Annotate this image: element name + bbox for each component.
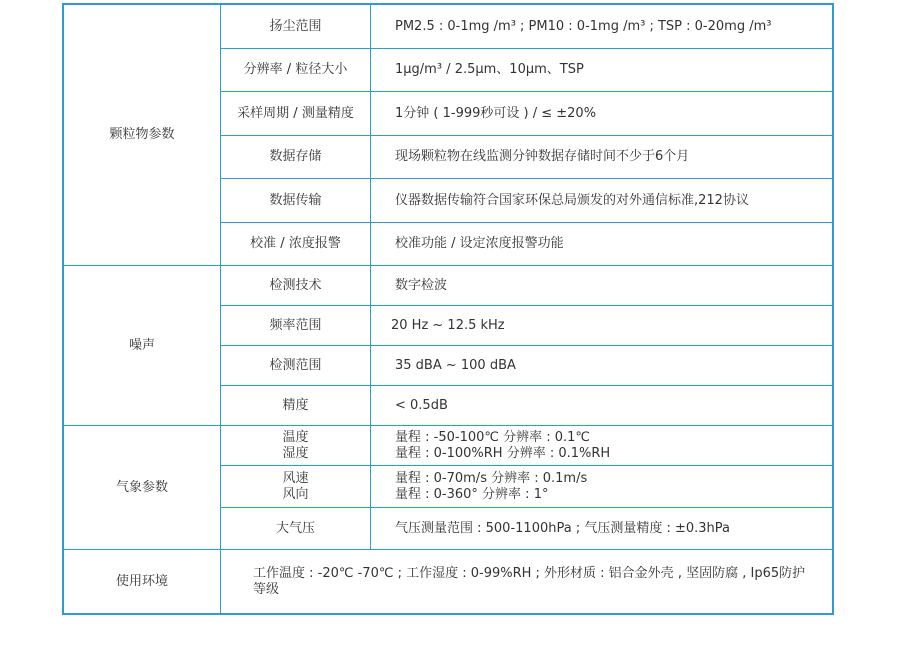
category-particulate: 颗粒物参数 — [109, 127, 175, 142]
value-text: 量程 : 0-100%RH 分辨率 : 0.1%RH — [395, 445, 611, 461]
param-label: 采样周期 / 测量精度 — [237, 105, 354, 121]
param-cell — [220, 222, 370, 265]
param-label: 检测范围 — [269, 357, 322, 373]
param-label: 精度 — [282, 397, 309, 413]
value-text: 工作温度 : -20℃ -70℃ ; 工作湿度 : 0-99%RH ; 外形材质 : 铝合金外壳 , 坚固防腐 , Ip65防护等级 — [253, 565, 806, 597]
environment-value — [220, 549, 832, 613]
category-noise: 噪声 — [64, 265, 220, 425]
value-cell — [370, 385, 832, 425]
value-text: 气压测量范围 : 500-1100hPa ; 气压测量精度 : ±0.3hPa — [395, 520, 731, 536]
param-cell — [220, 91, 370, 135]
param-cell — [220, 385, 370, 425]
param-label: 扬尘范围 — [269, 18, 322, 34]
param-label: 频率范围 — [269, 317, 322, 333]
value-cell — [370, 5, 832, 48]
param-cell — [220, 5, 370, 48]
value-cell — [370, 178, 832, 222]
param-cell — [220, 135, 370, 178]
value-text: 量程 : -50-100℃ 分辨率 : 0.1℃ — [395, 429, 591, 445]
value-text: 校准功能 / 设定浓度报警功能 — [395, 236, 564, 251]
param-label: 风速 — [282, 470, 309, 486]
value-text: < 0.5dB — [395, 397, 448, 413]
param-label: 温度 — [282, 429, 309, 445]
value-text: 量程 : 0-360° 分辨率 : 1° — [395, 486, 549, 502]
param-label: 数据传输 — [269, 192, 322, 208]
value-text: 20 Hz ~ 12.5 kHz — [391, 317, 505, 333]
param-label: 分辨率 / 粒径大小 — [243, 62, 348, 77]
param-label: 湿度 — [282, 445, 309, 461]
value-cell — [370, 425, 832, 465]
param-cell — [220, 507, 370, 549]
value-cell — [370, 345, 832, 385]
value-cell — [370, 305, 832, 345]
param-cell — [220, 178, 370, 222]
value-text: 1分钟 ( 1-999秒可设 ) / ≤ ±20% — [395, 105, 597, 121]
value-text: PM2.5 : 0-1mg /m³ ; PM10 : 0-1mg /m³ ; TSP : 0-20mg /m³ — [395, 18, 772, 34]
param-label: 检测技术 — [269, 277, 322, 293]
value-text: 量程 : 0-70m/s 分辨率 : 0.1m/s — [395, 470, 588, 486]
param-cell — [220, 48, 370, 91]
param-label: 校准 / 浓度报警 — [250, 236, 341, 251]
param-cell — [220, 265, 370, 305]
value-cell — [370, 48, 832, 91]
value-cell — [370, 222, 832, 265]
param-cell — [220, 465, 370, 507]
param-label: 数据存储 — [269, 149, 322, 164]
category-weather: 气象参数 — [64, 425, 220, 549]
value-text: 数字检波 — [395, 277, 448, 293]
value-text: 仪器数据传输符合国家环保总局颁发的对外通信标准,212协议 — [395, 192, 749, 208]
param-label: 风向 — [282, 486, 309, 502]
value-text: 1μg/m³ / 2.5μm、10μm、TSP — [395, 62, 584, 77]
param-cell — [220, 425, 370, 465]
value-cell — [370, 135, 832, 178]
value-text: 35 dBA ~ 100 dBA — [395, 357, 516, 373]
value-cell — [370, 91, 832, 135]
spec-table — [62, 3, 834, 615]
value-cell — [370, 265, 832, 305]
value-text: 现场颗粒物在线监测分钟数据存储时间不少于6个月 — [395, 149, 690, 164]
param-cell — [220, 345, 370, 385]
value-cell — [370, 507, 832, 549]
param-cell — [220, 305, 370, 345]
value-cell — [370, 465, 832, 507]
param-label: 大气压 — [275, 520, 315, 536]
category-environment: 使用环境 — [64, 549, 220, 613]
